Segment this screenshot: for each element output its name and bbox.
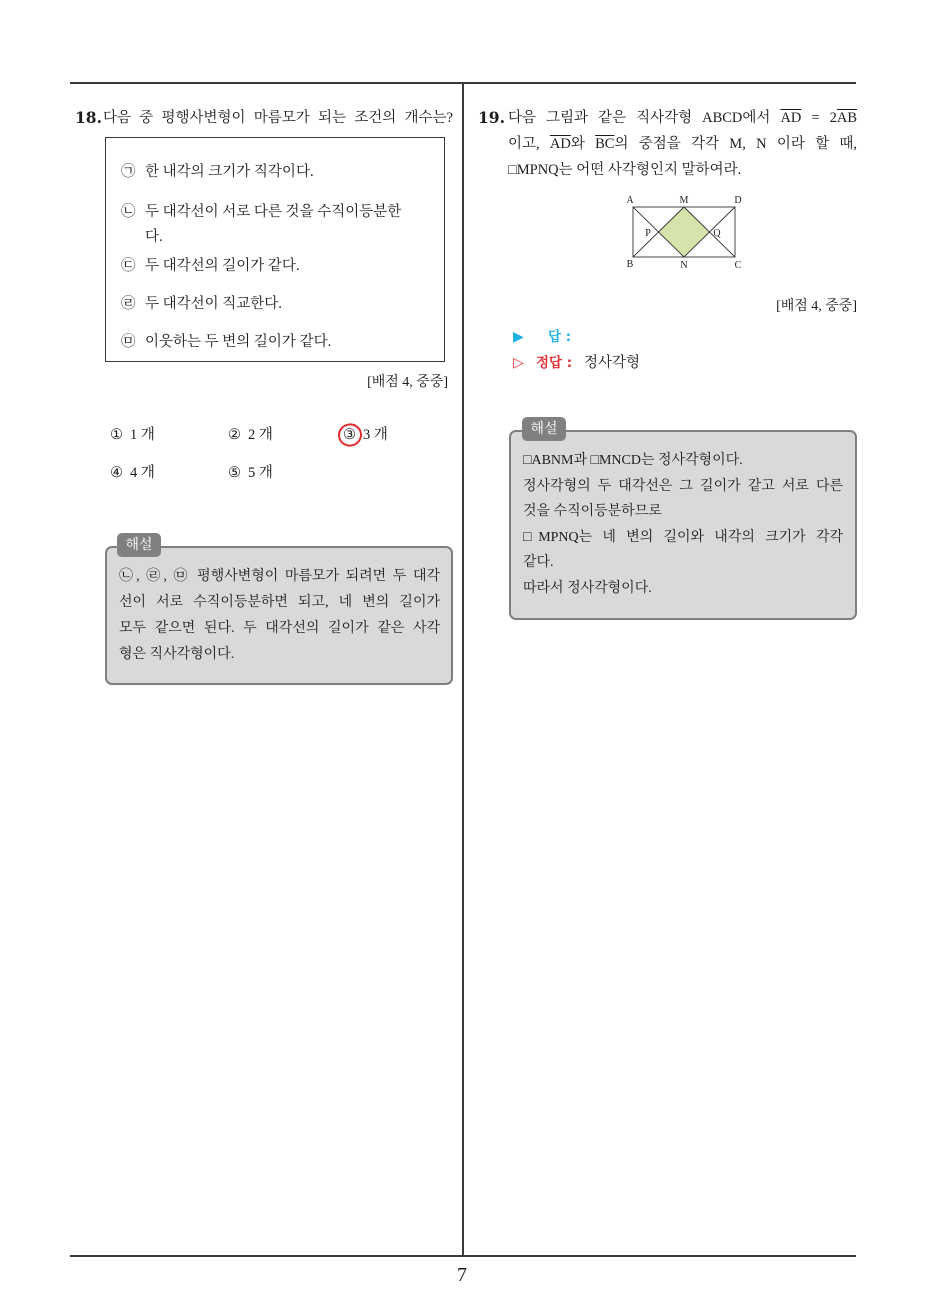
answer-label: 답 :: [548, 329, 572, 345]
correct-answer-row: [0, 353, 926, 373]
explanation-line: 모두 같으면 된다. 두 대각선의 길이가 같은 사각: [119, 621, 440, 636]
condition-text-continuation: 다.: [145, 229, 163, 245]
correct-answer-value: 정사각형: [584, 355, 641, 371]
score-label: [배점 4, 중중]: [776, 299, 857, 314]
explanation-line: □ABNM과 □MNCD는 정사각형이다.: [523, 453, 743, 468]
condition-text: 이웃하는 두 변의 길이가 같다.: [145, 334, 332, 350]
explanation-line: 따라서 정사각형이다.: [523, 580, 652, 596]
explanation-line: □MPNQ는 네 변의 길이와 내각의 크기가 각각: [523, 529, 843, 545]
correct-answer-label: 정답 :: [536, 355, 573, 371]
stem-line-2: [508, 131, 857, 157]
explanation-line: 정사각형의 두 대각선은 그 길이가 같고 서로 다른: [523, 478, 843, 494]
answer-circle-mark: [336, 421, 364, 449]
bottom-rule: [70, 1255, 856, 1257]
condition-text-block: [145, 200, 401, 250]
condition-marker: ㉡: [121, 204, 136, 220]
condition-text-block: [145, 160, 314, 185]
explanation-line: 선이 서로 수직이등분하면 되고, 네 변의 길이가: [119, 595, 440, 610]
condition-text: 한 내각의 크기가 직각이다.: [145, 164, 314, 180]
condition-marker: ㉤: [121, 334, 136, 350]
question-stem: [508, 105, 857, 183]
question-stem: 다음 중 평행사변형이 마름모가 되는 조건의 개수는?: [103, 110, 453, 126]
segment-ab: $\overline{AB}$: [836, 110, 857, 126]
choice-5: [228, 463, 273, 483]
label-d: D: [734, 195, 742, 206]
choice-marker-wrap: [228, 425, 241, 445]
condition-text: 두 대각선이 서로 다른 것을 수직이등분한: [145, 204, 402, 220]
stem-text: 이고,: [508, 136, 540, 152]
segment-bc: $\overline{BC}$: [595, 136, 615, 152]
choice-marker: ③: [343, 427, 356, 443]
stem-line-1: [508, 105, 857, 131]
explanation-line: ㉡, ㉣, ㉤ 평행사변형이 마름모가 되려면 두 대각: [119, 569, 440, 584]
question-number: 19.: [478, 108, 505, 127]
filled-right-triangle-icon: ▶: [513, 329, 524, 345]
choice-marker: ②: [228, 427, 241, 443]
choice-marker-wrap: [343, 425, 356, 445]
choice-marker-wrap: [110, 425, 123, 445]
label-m: M: [679, 195, 689, 206]
label-q: Q: [713, 228, 721, 239]
explanation-box: [105, 546, 453, 685]
label-b: B: [626, 259, 634, 270]
explanation-box: [509, 430, 857, 620]
choice-label: 4 개: [130, 465, 155, 481]
segment-ad: $\overline{AD}$: [549, 136, 571, 152]
outline-right-triangle-icon: ▷: [513, 355, 524, 371]
choice-1: [110, 425, 155, 445]
choice-3: [343, 425, 388, 445]
question-number: 18.: [75, 108, 102, 127]
stem-particle: 와: [570, 136, 585, 152]
choice-4: [110, 463, 155, 483]
segment-ad: $\overline{AD}$: [780, 110, 802, 126]
choice-label: 3 개: [363, 427, 388, 443]
label-a: A: [626, 195, 634, 206]
condition-text: 두 대각선이 직교한다.: [145, 296, 282, 312]
choice-label: 2 개: [248, 427, 273, 443]
condition-text-block: [145, 292, 282, 317]
explanation-line: 형은 직사각형이다.: [119, 647, 235, 662]
condition-marker: ㉠: [121, 164, 136, 180]
choice-marker: ①: [110, 427, 123, 443]
explanation-line: 것을 수직이등분하므로: [523, 504, 662, 520]
choice-label: 1 개: [130, 427, 155, 443]
stem-line-3: □MPNQ는 어떤 사각형인지 말하여라.: [508, 162, 742, 178]
condition-text: 두 대각선의 길이가 같다.: [145, 258, 300, 274]
column-divider: [462, 82, 464, 1256]
stem-text: 의 중점을 각각 M, N 이라 할 때,: [614, 136, 858, 152]
label-c: C: [734, 260, 742, 271]
choice-2: [228, 425, 273, 445]
choice-marker: ⑤: [228, 465, 241, 481]
explanation-tab: 해설: [522, 417, 566, 441]
explanation-line: 같다.: [523, 555, 554, 571]
condition-text-block: [145, 254, 300, 279]
choice-label: 5 개: [248, 465, 273, 481]
condition-marker: ㉣: [121, 296, 136, 312]
explanation-tab: 해설: [117, 533, 161, 557]
label-p: P: [645, 228, 651, 239]
label-n: N: [680, 260, 688, 271]
score-label: [배점 4, 중중]: [367, 375, 448, 390]
page-number: 7: [457, 1264, 467, 1286]
stem-equals: = 2: [811, 110, 837, 126]
answer-prompt-row: [0, 327, 926, 347]
choice-marker: ④: [110, 465, 123, 481]
choice-marker-wrap: [110, 463, 123, 483]
condition-marker: ㉢: [121, 258, 136, 274]
rectangle-figure: [620, 192, 750, 272]
square-mpnq-fill: [659, 207, 710, 257]
choice-marker-wrap: [228, 463, 241, 483]
stem-text: 다음 그림과 같은 직사각형 ABCD에서: [508, 110, 771, 126]
